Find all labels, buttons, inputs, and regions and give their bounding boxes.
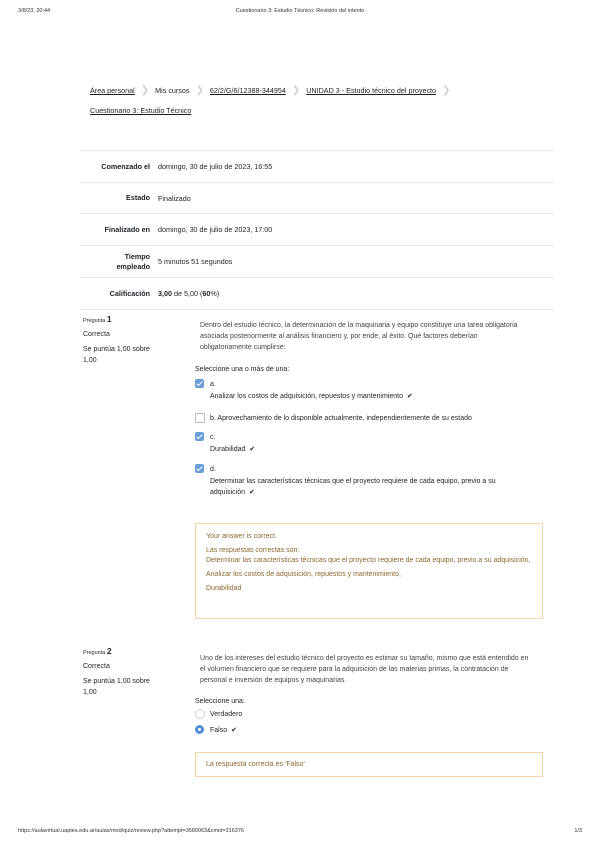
answer-option-b[interactable]	[195, 413, 545, 424]
summary-value: domingo, 30 de julio de 2023, 17:00	[158, 225, 273, 234]
attempt-summary-table	[80, 150, 554, 310]
summary-row-started	[80, 151, 554, 183]
question-2-info	[83, 646, 163, 698]
summary-row-grade	[80, 278, 554, 310]
print-timestamp: 3/8/23, 20:44	[18, 8, 51, 14]
option-letter: c.	[210, 434, 216, 441]
question-number	[83, 314, 163, 327]
option-text	[210, 444, 545, 455]
print-title: Cuestionario 3: Estudio Técnico: Revisión del intento	[235, 8, 365, 14]
summary-value	[158, 289, 554, 298]
question-grade: Se puntúa 1,00 sobre 1,00	[83, 678, 150, 696]
answer-option-d[interactable]	[195, 464, 545, 498]
question-text: Uno de los intereses del estudio técnico del proyecto es estimar su tamaño, mismo que está entendido en el volumen financiero que se requiere para la adquisición de las materias primas, la contratación de personal e inversión de equipos y maquinarias.	[200, 655, 529, 684]
chevron-right-icon: ❯	[291, 85, 301, 96]
print-footer	[18, 828, 582, 838]
summary-row-time	[80, 246, 554, 278]
checkbox-checked-icon[interactable]	[195, 379, 204, 388]
option-text-value: Analizar los costos de adquisición, repuestos y mantenimiento	[210, 393, 403, 400]
option-text-value: Durabilidad	[210, 446, 246, 453]
option-text	[210, 476, 530, 498]
correct-answer-text: La respuesta correcta es 'Falso'	[206, 761, 305, 768]
summary-label: Calificación	[109, 288, 150, 298]
correct-answer-item: Determinar las características técnicas que el proyecto requiere de cada equipo, previo a su adquisición,	[206, 557, 531, 564]
chevron-right-icon: ❯	[195, 85, 204, 96]
general-feedback: Your answer is correct.	[206, 533, 277, 540]
correct-answer-item: Analizar los costos de adquisición, repuestos y mantenimiento,	[206, 571, 401, 578]
summary-label-line: Tiempo	[124, 251, 150, 261]
question-label: Pregunta	[83, 650, 107, 656]
correct-answer-intro: Las respuestas correctas son:	[206, 547, 300, 554]
check-icon: ✔	[231, 727, 237, 734]
grade-end: %)	[210, 289, 220, 298]
radio-selected-icon[interactable]	[195, 725, 204, 734]
check-icon: ✔	[406, 393, 413, 400]
option-text: Aprovechamiento de lo disponible actualmente, independientemente de su estado	[217, 415, 472, 422]
option-text	[210, 391, 545, 402]
summary-row-state	[80, 183, 554, 214]
grade-score: 3,00	[158, 289, 172, 298]
summary-label	[80, 252, 158, 272]
breadcrumb	[90, 84, 520, 118]
question-1-body	[195, 320, 545, 498]
breadcrumb-course[interactable]: 62/2/G/6/12388-344954	[209, 86, 286, 95]
chevron-right-icon: ❯	[442, 85, 451, 96]
answer-option-verdadero[interactable]	[195, 709, 545, 720]
breadcrumb-mis-cursos[interactable]: Mis cursos	[155, 86, 190, 95]
question-text: Dentro del estudio técnico, la determinación de la maquinaria y equipo constituye una tarea obligatoria asociada posteriormente al análisis financiero y, por ende, al éxito. Qué factores deberían obligatoriamente cumplirse:	[200, 322, 518, 351]
question-1-feedback	[195, 523, 543, 619]
answer-prompt: Seleccione una o más de una:	[195, 366, 290, 373]
question-grade: Se puntúa 1,00 sobre 1,00	[83, 346, 150, 364]
question-number	[83, 646, 163, 659]
question-1-info	[83, 314, 163, 366]
option-text: Falso	[210, 727, 228, 734]
answer-option-c[interactable]	[195, 432, 545, 455]
checkbox-unchecked-icon[interactable]	[195, 413, 205, 423]
breadcrumb-unit[interactable]: UNIDAD 3 - Estudio técnico del proyecto	[306, 86, 437, 95]
question-number-value: 2	[106, 646, 112, 656]
option-letter: a.	[210, 381, 216, 388]
question-state: Correcta	[83, 331, 110, 338]
question-label: Pregunta	[83, 318, 107, 324]
question-number-value: 1	[106, 314, 112, 324]
grade-of: de 5,00 (	[172, 289, 203, 298]
option-text-value: Determinar las características técnicas que el proyecto requiere de cada equipo, previo a su adquisición	[210, 478, 496, 496]
option-text: Verdadero	[210, 711, 243, 718]
option-letter: b.	[210, 415, 216, 422]
print-url: https://aulavirtual.uaptes.edu.ar/aulas/mod/quiz/review.php?attempt=3680063&cmid=316376	[18, 828, 244, 834]
summary-value: Finalizado	[158, 193, 191, 203]
question-2-body	[195, 653, 545, 736]
summary-value: domingo, 30 de julio de 2023, 16:55	[158, 162, 273, 171]
breadcrumb-area-personal[interactable]: Área personal	[90, 86, 135, 95]
print-page-number: 1/3	[574, 828, 582, 834]
question-2-feedback	[195, 752, 543, 777]
radio-unselected-icon[interactable]	[195, 709, 205, 719]
chevron-right-icon: ❯	[140, 85, 150, 96]
option-letter: d.	[210, 466, 216, 473]
correct-answer-item: Durabilidad	[206, 585, 242, 592]
summary-label-line: empleado	[116, 261, 150, 271]
answer-option-falso[interactable]	[195, 725, 545, 736]
answer-prompt: Seleccione una:	[195, 698, 245, 705]
summary-value: 5 minutos 51 segundos	[158, 257, 233, 266]
summary-label: Finalizado en	[104, 224, 150, 234]
check-icon: ✔	[248, 489, 255, 496]
summary-label: Comenzado el	[101, 161, 150, 171]
summary-label: Estado	[126, 193, 150, 202]
check-icon: ✔	[249, 446, 256, 453]
checkbox-checked-icon[interactable]	[195, 432, 204, 441]
grade-percent: 60	[202, 289, 211, 298]
checkbox-checked-icon[interactable]	[195, 464, 204, 473]
breadcrumb-quiz[interactable]: Cuestionario 3: Estudio Técnico	[90, 106, 192, 115]
print-header	[18, 8, 582, 18]
summary-row-finished	[80, 214, 554, 246]
answer-option-a[interactable]	[195, 379, 545, 402]
question-state: Correcta	[83, 663, 110, 670]
